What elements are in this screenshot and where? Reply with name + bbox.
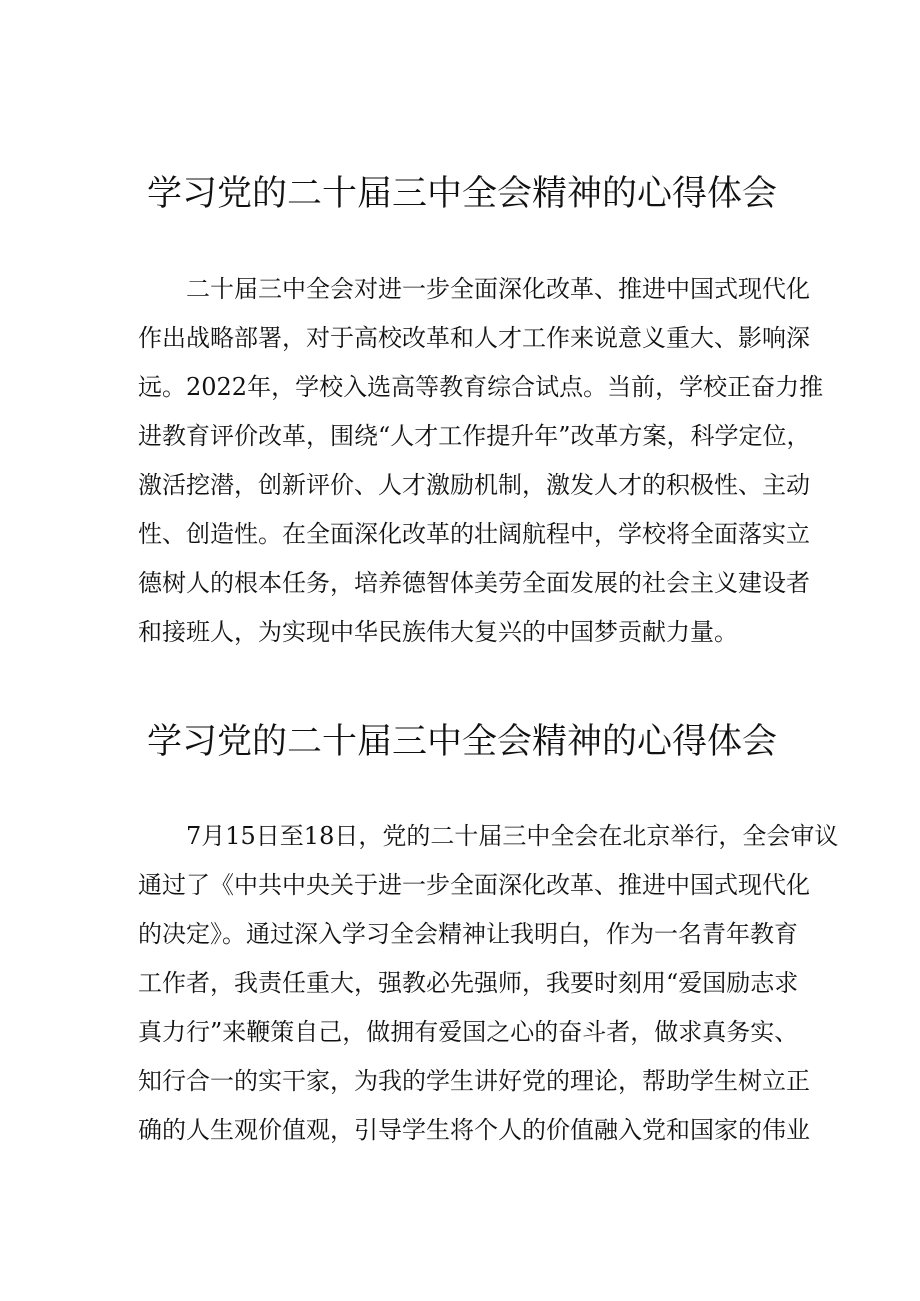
section-1-title: 学习党的二十届三中全会精神的心得体会 bbox=[147, 174, 778, 214]
section-2-title: 学习党的二十届三中全会精神的心得体会 bbox=[147, 722, 778, 762]
paragraph-line: 性、创造性。在全面深化改革的壮阔航程中，学校将全面落实立 bbox=[138, 520, 810, 548]
paragraph-line: 真力行”来鞭策自己，做拥有爱国之心的奋斗者，做求真务实、 bbox=[138, 1018, 799, 1046]
paragraph-line: 工作者，我责任重大，强教必先强师，我要时刻用“爱国励志求 bbox=[138, 969, 799, 997]
paragraph-line: 进教育评价改革，围绕“人才工作提升年”改革方案，科学定位， bbox=[138, 422, 811, 450]
paragraph-line: 的决定》。通过深入学习全会精神让我明白，作为一名青年教育 bbox=[138, 920, 798, 948]
paragraph-line: 激活挖潜，创新评价、人才激励机制，激发人才的积极性、主动 bbox=[138, 471, 810, 499]
paragraph-line: 知行合一的实干家，为我的学生讲好党的理论，帮助学生树立正 bbox=[138, 1067, 810, 1095]
paragraph-line: 作出战略部署，对于高校改革和人才工作来说意义重大、影响深 bbox=[138, 324, 810, 352]
section-1-paragraph bbox=[138, 265, 824, 657]
paragraph-line: 和接班人，为实现中华民族伟大复兴的中国梦贡献力量。 bbox=[138, 618, 738, 646]
paragraph-line: 确的人生观价值观，引导学生将个人的价值融入党和国家的伟业 bbox=[138, 1116, 810, 1144]
paragraph-line: 7月15日至18日，党的二十届三中全会在北京举行，全会审议 bbox=[186, 822, 839, 850]
paragraph-line: 二十届三中全会对进一步全面深化改革、推进中国式现代化 bbox=[186, 275, 810, 303]
section-2-paragraph bbox=[138, 812, 839, 1155]
paragraph-line: 德树人的根本任务，培养德智体美劳全面发展的社会主义建设者 bbox=[138, 569, 810, 597]
paragraph-line: 远。2022年，学校入选高等教育综合试点。当前，学校正奋力推 bbox=[138, 373, 824, 401]
paragraph-line: 通过了《中共中央关于进一步全面深化改革、推进中国式现代化 bbox=[138, 871, 810, 899]
